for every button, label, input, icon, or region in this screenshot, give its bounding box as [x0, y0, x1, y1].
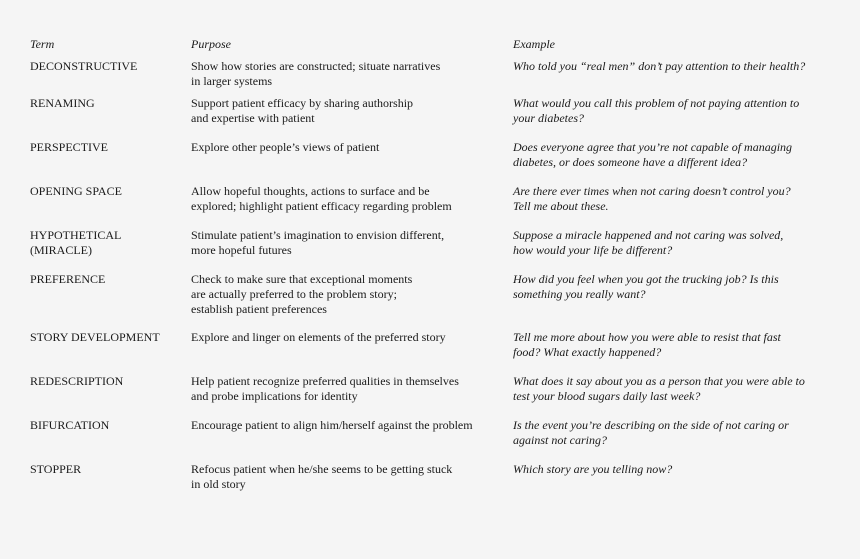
row-purpose: [191, 330, 513, 360]
row-example-line: Suppose a miracle happened and not caring was solved,: [513, 228, 784, 242]
row-purpose-line: Help patient recognize preferred qualities in themselves: [191, 374, 459, 388]
row-example-line: diabetes, or does someone have a different idea?: [513, 155, 748, 169]
row-purpose: [191, 96, 513, 126]
row-purpose-line: and probe implications for identity: [191, 389, 358, 403]
row-purpose: [191, 272, 513, 317]
row-term: [30, 272, 191, 317]
row-term: [30, 228, 191, 258]
row-term-line: PERSPECTIVE: [30, 140, 109, 154]
table-row: [30, 418, 840, 448]
row-purpose-line: Allow hopeful thoughts, actions to surface and be: [191, 184, 430, 198]
header-purpose: Purpose: [191, 37, 231, 51]
row-term: [30, 59, 191, 89]
row-example-line: how would your life be different?: [513, 243, 673, 257]
row-purpose-line: and expertise with patient: [191, 111, 315, 125]
row-term-line: BIFURCATION: [30, 418, 110, 432]
row-purpose: [191, 418, 513, 448]
row-example: [513, 462, 840, 492]
row-term-line: HYPOTHETICAL: [30, 228, 122, 242]
row-purpose: [191, 184, 513, 214]
row-term-line: DECONSTRUCTIVE: [30, 59, 138, 73]
row-example-line: Are there ever times when not caring doesn’t control you?: [513, 184, 791, 198]
row-term: [30, 330, 191, 360]
row-term: [30, 418, 191, 448]
table-row: [30, 330, 840, 360]
row-purpose: [191, 59, 513, 89]
row-example-line: Is the event you’re describing on the side of not caring or: [513, 418, 789, 432]
row-purpose-line: Encourage patient to align him/herself against the problem: [191, 418, 473, 432]
row-purpose-line: Check to make sure that exceptional moments: [191, 272, 413, 286]
row-example-line: food? What exactly happened?: [513, 345, 662, 359]
row-example-line: What would you call this problem of not paying attention to: [513, 96, 800, 110]
row-purpose-line: Stimulate patient’s imagination to envision different,: [191, 228, 445, 242]
row-example: [513, 418, 840, 448]
row-purpose: [191, 228, 513, 258]
row-purpose-line: Explore and linger on elements of the preferred story: [191, 330, 446, 344]
row-term-line: STORY DEVELOPMENT: [30, 330, 160, 344]
row-example-line: What does it say about you as a person that you were able to: [513, 374, 805, 388]
row-example: [513, 228, 840, 258]
row-term-line: PREFERENCE: [30, 272, 106, 286]
table-body: [30, 59, 840, 492]
row-example-line: against not caring?: [513, 433, 608, 447]
row-term-line: RENAMING: [30, 96, 95, 110]
table-row: [30, 228, 840, 258]
table-row: [30, 374, 840, 404]
row-example: [513, 184, 840, 214]
row-example: [513, 272, 840, 317]
row-purpose-line: Support patient efficacy by sharing authorship: [191, 96, 414, 110]
row-example-line: test your blood sugars daily last week?: [513, 389, 701, 403]
row-term: [30, 374, 191, 404]
table-row: [30, 272, 840, 317]
row-example-line: Tell me about these.: [513, 199, 609, 213]
table-row: [30, 59, 840, 89]
row-example-line: Who told you “real men” don’t pay attention to their health?: [513, 59, 806, 73]
row-purpose: [191, 462, 513, 492]
row-purpose-line: are actually preferred to the problem story;: [191, 287, 397, 301]
row-term: [30, 184, 191, 214]
row-example: [513, 330, 840, 360]
header-term: Term: [30, 37, 55, 51]
table-header-row: [30, 37, 840, 52]
row-purpose-line: establish patient preferences: [191, 302, 327, 316]
row-purpose: [191, 374, 513, 404]
row-term: [30, 462, 191, 492]
row-purpose-line: explored; highlight patient efficacy regarding problem: [191, 199, 452, 213]
table-row: [30, 96, 840, 126]
row-term-line: (MIRACLE): [30, 243, 92, 257]
row-example-line: Which story are you telling now?: [513, 462, 673, 476]
row-example-line: Does everyone agree that you’re not capable of managing: [513, 140, 793, 154]
table-row: [30, 140, 840, 170]
row-example-line: your diabetes?: [513, 111, 584, 125]
row-term-line: OPENING SPACE: [30, 184, 122, 198]
row-example: [513, 96, 840, 126]
row-purpose-line: in larger systems: [191, 74, 273, 88]
row-term-line: STOPPER: [30, 462, 82, 476]
row-purpose-line: Refocus patient when he/she seems to be getting stuck: [191, 462, 453, 476]
row-example-line: something you really want?: [513, 287, 646, 301]
row-example: [513, 140, 840, 170]
row-example: [513, 59, 840, 89]
table-row: [30, 462, 840, 492]
table-row: [30, 184, 840, 214]
header-example: Example: [513, 37, 555, 51]
row-term: [30, 96, 191, 126]
row-purpose-line: Explore other people’s views of patient: [191, 140, 380, 154]
row-term-line: REDESCRIPTION: [30, 374, 124, 388]
row-example-line: Tell me more about how you were able to resist that fast: [513, 330, 781, 344]
row-term: [30, 140, 191, 170]
row-purpose-line: Show how stories are constructed; situate narratives: [191, 59, 441, 73]
row-purpose-line: more hopeful futures: [191, 243, 292, 257]
row-purpose: [191, 140, 513, 170]
row-purpose-line: in old story: [191, 477, 246, 491]
row-example-line: How did you feel when you got the trucking job? Is this: [513, 272, 779, 286]
row-example: [513, 374, 840, 404]
questions-table: [30, 37, 840, 492]
